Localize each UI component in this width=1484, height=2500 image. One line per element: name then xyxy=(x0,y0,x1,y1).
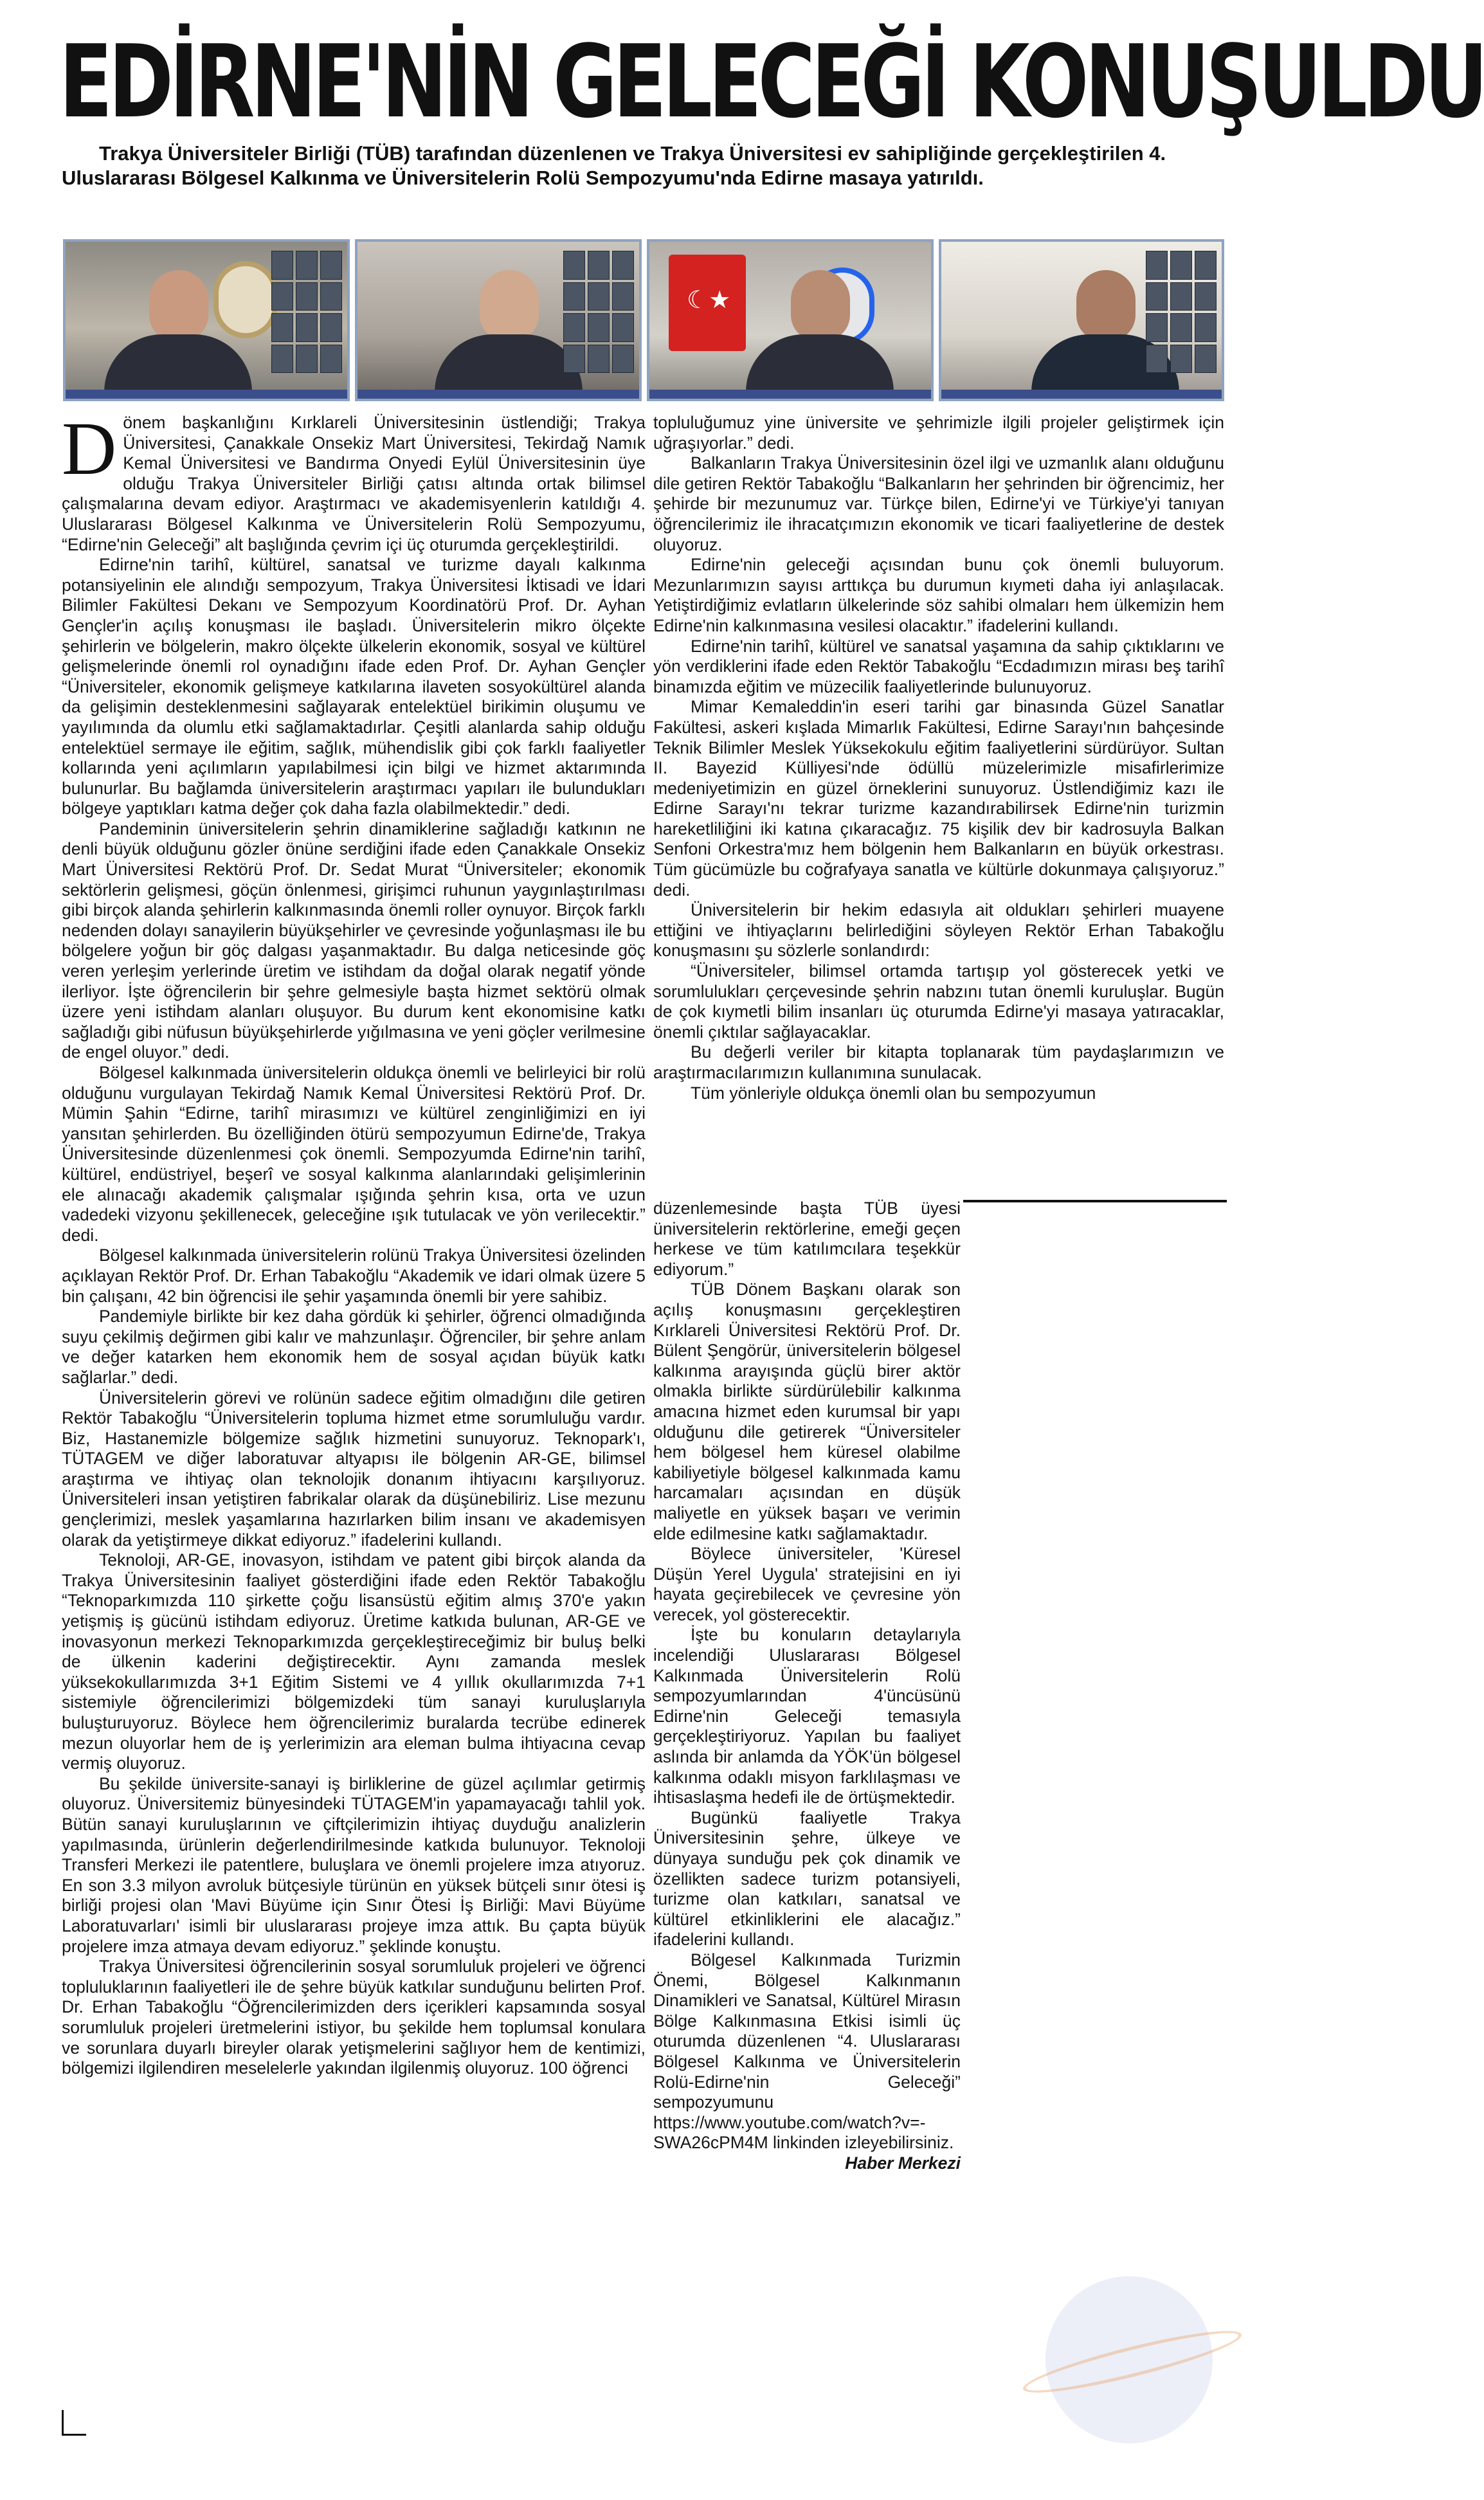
participant-tiles xyxy=(1146,251,1217,373)
paragraph: topluluğumuz yine üniversite ve şehrimizle ilgili projeler geliştirmek için uğraşıyorlar.” dedi. xyxy=(653,413,1224,453)
article-column-left xyxy=(62,406,646,2425)
paragraph: İşte bu konuların detaylarıyla incelendiği Uluslararası Bölgesel Kalkınmada Üniversitelerin Rolü sempozyumlarından 4'üncüsünü Edirne'nin Geleceği temasıyla gerçekleştiriyoruz. Yapılan bu faaliyet aslında bir anlamda da YÖK'ün bölgesel kalkınma odaklı misyon farklılaşması ve ihtisaslaşma hedefi ile de örtüşmektedir. xyxy=(653,1625,961,1807)
paragraph: Mimar Kemaleddin'in eseri tarihi gar binasında Güzel Sanatlar Fakültesi, askeri kışlada Mimarlık Fakültesi, Edirne Sarayı'nın bahçesinde Teknik Bilimler Meslek Yüksekokulu eğitim faaliyetlerini sürdürüyor. Sultan II. Bayezid Külliyesi'nde ödüllü müzelerimizle misafirlerimize medeniyetimizin en güzel örneklerini sunuyoruz. Üstlendiğimiz kazı ile Edirne Sarayı'nı tekrar turizme kazandırabilirsek Edirne'nin turizmin hareketliliğini iki katına çıkaracağız. 75 kişilik dev bir kadrosuyla Balkan Senfoni Orkestra'mız hem bölgenin hem Balkanların en büyük orkestrası. Tüm gücümüzle bu coğrafyaya sanatla ve kültürle dokunmaya çalışıyoruz.” dedi. xyxy=(653,697,1224,900)
paragraph: Pandeminin üniversitelerin şehrin dinamiklerine sağladığı katkının ne denli büyük olduğunu gözler önüne serdiğini ifade eden Çanakkale Onsekiz Mart Üniversitesi Rektörü Prof. Dr. Sedat Murat “Üniversiteler; ekonomik sektörlerin gelişmesi, göçün önlenmesi, girişimci ruhunun yaygınlaştırılması gibi birçok alanda şehirlerin kalkınmasında önemli roller oynuyor. Birçok farklı nedenden dolayı sanayilerin büyükşehirler ve çevresinde yoğunlaşması ile bu bölgelere yoğun bir göç dalgası yaşanmaktadır. Bu dalga neticesinde göç veren yerleşim yerlerinde üretim ve istihdam da doğal olarak negatif yönde ilerliyor. İşte öğrencilerin bir şehre gelmesiyle başta hizmet sektörü olmak üzere yeni istihdam alanları oluşuyor. Bu durum kent ekonomisine katkı sağladığı gibi nüfusun büyükşehirlerde yığılmasına ve yeni göçler verilmesine de engel oluyor.” dedi. xyxy=(62,819,646,1062)
paragraph: Bugünkü faaliyetle Trakya Üniversitesinin şehre, ülkeye ve dünyaya sunduğu pek çok dinamik ve özellikten sadece turizm potansiyeli, turizme olan katkıları, sanatsal ve kültürel etkinliklerini ele alacağız.” ifadelerini kullandı. xyxy=(653,1807,961,1950)
photo-2 xyxy=(355,239,642,401)
column-divider-rule xyxy=(963,1200,1227,1202)
lede: Trakya Üniversiteler Birliği (TÜB) tarafından düzenlenen ve Trakya Üniversitesi ev sahipliğinde gerçekleştirilen 4. Uluslararası Bölgesel Kalkınma ve Üniversitelerin Rolü Sempozyumu'nda Edirne masaya yatırıldı. xyxy=(62,142,1166,189)
crop-corner-mark xyxy=(62,2410,86,2436)
paragraph: Üniversitelerin bir hekim edasıyla ait oldukları şehirleri muayene ettiğini ve ihtiyaçlarını belirlediğini söyleyen Rektör Erhan Tabakoğlu konuşmasını şu sözlerle sonlandırdı: xyxy=(653,900,1224,961)
paragraph: Böylece üniversiteler, 'Küresel Düşün Yerel Uygula' stratejisini en iyi hayata geçirebilecek ve çevresine yön verecek, yol gösterecektir. xyxy=(653,1544,961,1624)
publisher-watermark-icon xyxy=(1045,2276,1213,2443)
participant-tiles xyxy=(563,251,634,373)
participant-tiles xyxy=(271,251,342,373)
headline: EDİRNE'NİN GELECEĞİ KONUŞULDU xyxy=(59,23,1484,140)
photo-1 xyxy=(63,239,350,401)
article-column-narrow xyxy=(653,1199,961,2420)
paragraph: Edirne'nin tarihî, kültürel ve sanatsal yaşamına da sahip çıktıklarını ve yön verdiklerini ifade eden Rektör Tabakoğlu “Ecdadımızın mirası beş tarihî binamızda eğitim ve müzecilik faaliyetlerinde bulunuyoruz. xyxy=(653,636,1224,696)
paragraph: Bu değerli veriler bir kitapta toplanarak tüm paydaşlarımızın ve araştırmacılarımızın kullanımına sunulacak. xyxy=(653,1042,1224,1082)
photo-strip xyxy=(63,239,1224,401)
paragraph: Pandemiyle birlikte bir kez daha gördük ki şehirler, öğrenci olmadığında suyu çekilmiş değirmen gibi kalır ve mahzunlaşır. Öğrenciler, bir şehre anlam ve değer katarken hem ekonomik hem de sosyal açıdan büyük katkı sağlarlar.” dedi. xyxy=(62,1307,646,1387)
paragraph: Edirne'nin geleceği açısından bunu çok önemli buluyorum. Mezunlarımızın sayısı arttıkça bu durumun kıymeti daha iyi anlaşılacak. Yetiştirdiğimiz evlatların ülkelerinde söz sahibi olmaları hem ülkemizin hem Edirne'nin kalkınmasına vesilesi olacaktır.” ifadelerini kullandı. xyxy=(653,555,1224,635)
paragraph: Teknoloji, AR-GE, inovasyon, istihdam ve patent gibi birçok alanda da Trakya Üniversitesinin faaliyet gösterdiğini ifade eden Rektör Tabakoğlu “Teknoparkımızda 110 şirkette çoğu lisansüstü eğitim almış 370'e yakın yetişmiş iş gücünü istihdam ediyoruz. Üretime katkıda bulunan, AR-GE ve inovasyonun merkezi Teknoparkımızda gerçekleştireceğimiz bir buluş belki de ülkenin kaderini değiştirecektir. Aynı zamanda meslek yüksekokullarımızda 3+1 Eğitim Sistemi ve 4 yıllık okullarımızda 7+1 sistemiyle öğrencilerimizi bölgemizdeki tüm sanayi kuruluşlarıyla buluşturuyoruz. Böylece hem öğrencilerimiz buralarda tecrübe edinerek mezun oluyorlar hem de iş yerlerimizin ara eleman bulma ihtiyacına cevap vermiş oluyoruz. xyxy=(62,1550,646,1773)
paragraph: Bölgesel Kalkınmada Turizmin Önemi, Bölgesel Kalkınmanın Dinamikleri ve Sanatsal, Kültürel Mirasın Bölge Kalkınmasına Etkisi isimli üç oturumda düzenlenen “4. Uluslararası Bölgesel Kalkınma ve Üniversitelerin Rolü-Edirne'nin Geleceği” sempozyumunu https://www.youtube.com/watch?v=-SWA26cPM4M linkinden izleyebilirsiniz. xyxy=(653,1950,961,2153)
photo-3 xyxy=(647,239,934,401)
paragraph: önem başkanlığını Kırklareli Üniversitesinin üstlendiği; Trakya Üniversitesi, Çanakkale Onsekiz Mart Üniversitesi, Tekirdağ Namık Kemal Üniversitesi ve Bandırma Onyedi Eylül Üniversitesinin üye olduğu Trakya Üniversiteler Birliği çatısı altında ortak bilimsel çalışmalarına devam ediyor. Araştırmacı ve akademisyenlerin katıldığı 4. Uluslararası Bölgesel Kalkınma ve Üniversitelerin Rolü Sempozyumu, “Edirne'nin Geleceği” alt başlığında çevrim içi üç oturumda gerçekleştirildi. xyxy=(62,413,646,554)
paragraph: Edirne'nin tarihî, kültürel, sanatsal ve turizme dayalı kalkınma potansiyelinin ele alındığı sempozyum, Trakya Üniversitesi İktisadi ve İdari Bilimler Fakültesi Dekanı ve Sempozyum Koordinatörü Prof. Dr. Ayhan Gençler'in açılış konuşması ile başladı. Üniversitelerin mikro ölçekte şehirlerin ve bölgelerin, makro ölçekte ülkelerin ekonomik, sosyal ve kültürel gelişmelerinde önemli rol oynadığını ifade eden Prof. Dr. Ayhan Gençler “Üniversiteler, ekonomik gelişmeye katkılarına ilaveten sosyokültürel alanda da gelişimin desteklenmesini sağlayarak entelektüel birikimin oluşumu ve yayılımında da olumlu etki sağlamaktadırlar. Çeşitli alanlarda sahip olduğu entelektüel sermaye ile eğitim, sağlık, mühendislik gibi çok farklı faaliyetler kollarında yeni açılımların yapılabilmesi için bilgi ve hizmet aktarımında bulunurlar. Bu bağlamda üniversitelerin araştırmacı yapıları ile bulundukları bölgeye yaptıkları katma değer çok daha fazla olabilmektedir.” dedi. xyxy=(62,555,646,819)
paragraph: Üniversitelerin görevi ve rolünün sadece eğitim olmadığını dile getiren Rektör Tabakoğlu “Üniversitelerin topluma hizmet etme sorumluluğu vardır. Biz, Hastanemizle bölgemize sağlık hizmetini sunuyoruz. Teknopark'ı, TÜTAGEM ve diğer laboratuvar altyapısı ile bölgenin AR-GE, bilimsel araştırma ve ihtiyaç olan teknolojik donanım ihtiyacını karşılıyoruz. Üniversiteleri insan yetiştiren fabrikalar olarak da düşünebiliriz. Lise mezunu gençlerimizi, meslek yaşamlarına hazırlarken bilim insanı ve akademisyen olarak da yetiştirmeye dikkat ediyoruz.” ifadelerini kullandı. xyxy=(62,1388,646,1550)
paragraph: Balkanların Trakya Üniversitesinin özel ilgi ve uzmanlık alanı olduğunu dile getiren Rektör Tabakoğlu “Balkanların her şehrinden bir öğrencimiz, her şehirde bir mezunumuz var. Türkçe bilen, Edirne'yi ve Türkiye'yi tanıyan öğrencilerimiz ile ihracatçımızın ekonomik ve ticari faaliyetlerine de destek oluyoruz. xyxy=(653,453,1224,554)
paragraph: Bölgesel kalkınmada üniversitelerin rolünü Trakya Üniversitesi özelinden açıklayan Rektör Prof. Dr. Erhan Tabakoğlu “Akademik ve idari olmak üzere 5 bin çalışanı, 42 bin öğrencisi ile şehir yaşamında önemli bir yere sahibiz. xyxy=(62,1245,646,1306)
paragraph: Tüm yönleriyle oldukça önemli olan bu sempozyumun xyxy=(691,1083,1096,1103)
byline: Haber Merkezi xyxy=(845,2153,961,2173)
paragraph: “Üniversiteler, bilimsel ortamda tartışıp yol gösterecek yetki ve sorumlulukları çerçevesinde şehrin nabzını tutan önemli kuruluşlar. Bugün de çok kıymetli bilim insanları üç oturumda Edirne'yi masaya yatıracaklar, önemli çıktılar sağlayacaklar. xyxy=(653,961,1224,1042)
paragraph: Trakya Üniversitesi öğrencilerinin sosyal sorumluluk projeleri ve öğrenci topluluklarının faaliyetleri ile de şehre büyük katkılar sunduğunu belirten Prof. Dr. Erhan Tabakoğlu “Öğrencilerimizden ders içerikleri kapsamında sosyal sorumluluk projeleri üretmelerini istiyor, bu şekilde hem toplumsal konulara ve sorunlara duyarlı bireyler olarak yetişmelerini sağlıyor hem de kentimizi, bölgemizi ilgilendiren meselelerle yakından ilgilenmiş oluyoruz. 100 öğrenci xyxy=(62,1957,646,2078)
article-column-right xyxy=(653,413,1224,1199)
turkish-flag-icon xyxy=(669,255,746,351)
drop-cap: D xyxy=(62,406,117,491)
photo-4 xyxy=(939,239,1224,401)
paragraph: Bu şekilde üniversite-sanayi iş birliklerine de güzel açılımlar getirmiş oluyoruz. Üniversitemiz bünyesindeki TÜTAGEM'in yapamayacağı tahlil yok. Bütün sanayi kuruluşlarının ve çiftçilerimizin ihtiyaç duyduğu analizlerin yapılmasında, ürünlerin değerlendirilmesinde katkıda bulunuyor. Teknoloji Transferi Merkezi ile patentlere, buluşlara ve önemli projelere imza atıyoruz. En son 3.3 milyon avroluk bütçesiyle türünün en yüksek bütçeli sınır ötesi iş birliği projesi olan 'Mavi Büyüme için Sınır Ötesi İş Birliği: Mavi Büyüme Laboratuvarları' isimli bir uluslararası projeye imza attık. Bu çapta büyük projelere imza atmaya devam ediyoruz.” şeklinde konuştu. xyxy=(62,1773,646,1956)
paragraph: düzenlemesinde başta TÜB üyesi üniversitelerin rektörlerine, emeği geçen herkese ve tüm katılımcılara teşekkür ediyorum.” xyxy=(653,1199,961,1279)
paragraph: Bölgesel kalkınmada üniversitelerin oldukça önemli ve belirleyici bir rolü olduğunu vurgulayan Tekirdağ Namık Kemal Üniversitesi Rektörü Prof. Dr. Mümin Şahin “Edirne, tarihî mirasımızı ve kültürel zenginliğimizi en iyi yansıtan şehirlerden. Bu özelliğinden ötürü sempozyumun Edirne'de, Trakya Üniversitesinde düzenlenmesi çok önemli. Sempozyumda Edirne'nin tarihî, kültürel, endüstriyel, beşerî ve sosyal kalkınma alanlarındaki gelişimlerinin ele alınacağı akademik çalışmalar ışığında şehrin kısa, orta ve uzun vadedeki vizyonu şekillenecek, geleceğine ışık tutulacak ve yön verilecektir.” dedi. xyxy=(62,1063,646,1245)
paragraph: TÜB Dönem Başkanı olarak son açılış konuşmasını gerçekleştiren Kırklareli Üniversitesi Rektörü Prof. Dr. Bülent Şengörür, üniversitelerin bölgesel kalkınma arayışında güçlü birer aktör olmakla birlikte sürdürülebilir kalkınma amacına hizmet eden kurumsal bir yapı olduğunu dile getirerek “Üniversiteler hem bölgesel hem küresel olabilme kabiliyetiyle bölgesel kalkınmada kamu harcamaları açısından en düşük maliyetle en yüksek başarı ve verimin elde edilmesine katkı sağlamaktadır. xyxy=(653,1280,961,1543)
